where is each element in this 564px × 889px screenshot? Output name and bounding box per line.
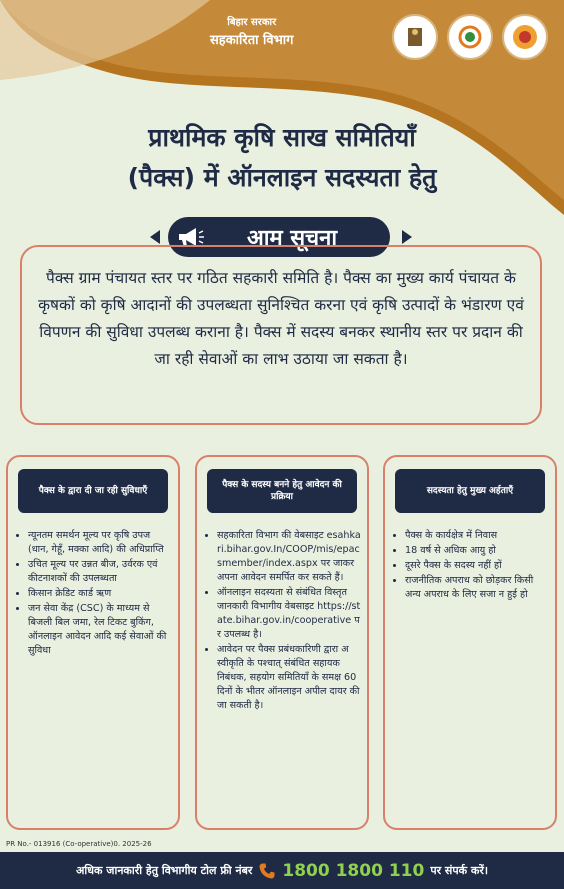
toll-free-number[interactable]: 1800 1800 110: [282, 860, 425, 881]
title-line-1: प्राथमिक कृषि साख समितियाँ: [148, 123, 416, 152]
title-line-2: (पैक्स) में ऑनलाइन सदस्यता हेतु: [127, 163, 437, 192]
banner-arrow-right: [402, 230, 412, 244]
list-item: • उचित मूल्य पर उन्नत बीज, उर्वरक एवं कीटनाशकों की उपलब्धता: [28, 558, 172, 586]
list-item: • पैक्स के कार्यक्षेत्र में निवास: [405, 529, 549, 543]
phone-icon: [258, 862, 276, 880]
footer-suffix: पर संपर्क करें।: [430, 864, 488, 877]
card-facilities: [6, 455, 180, 830]
footer-prefix: अधिक जानकारी हेतु विभागीय टोल फ्री नंबर: [76, 864, 253, 877]
list-item: • सहकारिता विभाग की वेबसाइट esahkari.bihar.gov.In/COOP/mis/epacsmember/index.aspx पर जाकर अपना आवेदन समर्पित कर सकते हैं।: [217, 529, 361, 585]
azadi-logo: [447, 14, 493, 60]
header: [0, 0, 564, 72]
list-item: • ऑनलाइन सदस्यता से संबंधित विस्तृत जानकारी विभागीय वेबसाइट https://state.bihar.gov.in/cooperative पर उपलब्ध है।: [217, 586, 361, 642]
department-block: [210, 14, 293, 48]
list-item: • जन सेवा केंद्र (CSC) के माध्यम से बिजली बिल जमा, रेल टिकट बुकिंग, ऑनलाइन आवेदन आदि कई सेवाओं की सुविधा: [28, 602, 172, 658]
card-list: [203, 529, 361, 714]
card-heading: सदस्यता हेतु मुख्य अर्हताएँ: [395, 469, 545, 513]
bihar-emblem-logo: [392, 14, 438, 60]
card-list: [391, 529, 549, 603]
notice-text: पैक्स ग्राम पंचायत स्तर पर गठित सहकारी समिति है। पैक्स का मुख्य कार्य पंचायत के कृषकों को कृषि आदानों की उपलब्धता सुनिश्चित करना एवं कृषि उत्पादों के भंडारण एवं विपणन की सुविधा उपलब्ध कराना है। पैक्स में सदस्य बनकर स्थानीय स्तर पर प्रदान की जा रही सेवाओं का लाभ उठाया जा सकता है।: [38, 269, 524, 368]
department-name: सहकारिता विभाग: [210, 33, 294, 48]
card-heading: पैक्स के द्वारा दी जा रही सुविधाएँ: [18, 469, 168, 513]
list-item: • किसान क्रेडिट कार्ड ऋण: [28, 587, 172, 601]
list-item: • राजनीतिक अपराध को छोड़कर किसी अन्य अपराध के लिए सजा न हुई हो: [405, 574, 549, 602]
pr-number: PR No.- 013916 (Co-operative)0. 2025-26: [6, 840, 152, 848]
card-list: [14, 529, 172, 659]
list-item: • 18 वर्ष से अधिक आयु हो: [405, 544, 549, 558]
card-application-process: [195, 455, 369, 830]
list-item: • दूसरे पैक्स के सदस्य नहीं हों: [405, 559, 549, 573]
banner-label: आम सूचना: [246, 226, 338, 251]
banner-arrow-left: [150, 230, 160, 244]
card-eligibility: [383, 455, 557, 830]
footer-bar: [0, 852, 564, 889]
list-item: • न्यूनतम समर्थन मूल्य पर कृषि उपज (धान, गेहूँ, मक्का आदि) की अधिप्राप्ति: [28, 529, 172, 557]
notice-box: [20, 245, 542, 425]
state-govt-label: बिहार सरकार: [227, 17, 277, 28]
card-heading: पैक्स के सदस्य बनने हेतु आवेदन की प्रक्रिया: [207, 469, 357, 513]
list-item: • आवेदन पर पैक्स प्रबंधकारिणी द्वारा अस्वीकृति के पश्चात् संबंधित सहायक निबंधक, सहयोग समितियाँ के समक्ष 60 दिनों के भीतर ऑनलाइन अपील दायर की जा सकती है।: [217, 643, 361, 713]
cooperative-logo: [502, 14, 548, 60]
